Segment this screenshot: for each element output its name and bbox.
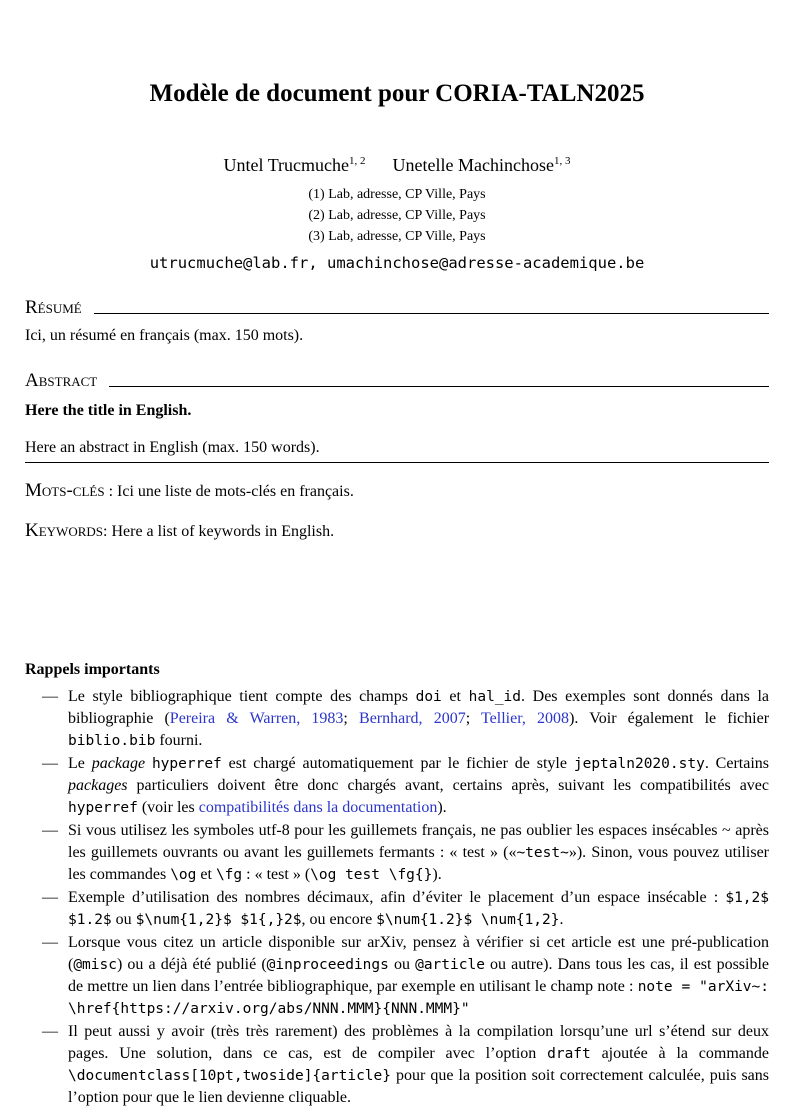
code-span: hyperref [151, 756, 222, 772]
resume-header [25, 297, 769, 319]
text-span: ; [343, 710, 360, 727]
author-superscript: 1, 2 [349, 155, 366, 167]
english-title: Here the title in English. [25, 402, 192, 419]
text-span: particuliers doivent être donc chargés avant, certains après, suivant les compatibilités avec [127, 777, 769, 794]
text-span: ). [437, 799, 447, 816]
text-span: ). [432, 866, 442, 883]
code-span: \og test \fg{} [310, 867, 433, 883]
text-span: ) ou a déjà été publié ( [116, 956, 267, 973]
text-span: Si vous utilisez les symboles utf-8 pour les guillemets français, ne pas oublier les espaces insécables ~ après les guillemets ouvrants ou avant les guillemets fermants : « test » (« [68, 822, 769, 861]
item-dash: — [42, 755, 58, 772]
hyperlink[interactable]: compatibilités dans la documentation [198, 799, 438, 816]
keywords-separator: : [103, 523, 112, 540]
text-span: ajoutée à la commande [590, 1045, 769, 1062]
text-span: ou [388, 956, 416, 973]
text-span: Exemple d’utilisation des nombres décimaux, afin d’éviter le placement d’un espace insécable : [68, 889, 726, 906]
text-span: Le [68, 755, 92, 772]
code-span: biblio.bib [68, 733, 156, 749]
author-emails: utrucmuche@lab.fr, umachinchose@adresse-academique.be [149, 254, 645, 272]
text-span [366, 155, 393, 175]
code-span: note = "arXiv~: \href{https://arxiv.org/abs/NNN.MMM}{NNN.MMM}" [68, 979, 770, 1017]
item-text [68, 889, 769, 928]
list-item [25, 932, 769, 1020]
list-item [25, 887, 769, 931]
item-text [68, 688, 769, 749]
affiliations-block [25, 184, 769, 247]
code-span: \og [170, 867, 197, 883]
authors-line [25, 153, 769, 177]
paper-title: Modèle de document pour CORIA-TALN2025 [149, 80, 645, 107]
list-item [25, 686, 769, 752]
item-dash: — [42, 889, 58, 906]
keywords-text: Here a list of keywords in English. [111, 523, 335, 540]
horizontal-rule [94, 313, 769, 314]
resume-text: Ici, un résumé en français (max. 150 mots). [25, 327, 304, 344]
text-span: et [441, 688, 469, 705]
code-span: jeptaln2020.sty [573, 756, 705, 772]
code-span: \documentclass[10pt,twoside]{article} [68, 1068, 392, 1084]
text-span: . Des exemples sont donnés dans la bibliographie ( [68, 688, 770, 727]
rappels-heading: Rappels importants [25, 661, 160, 678]
text-span: (voir les [137, 799, 199, 816]
hyperlink[interactable]: Tellier, 2008 [481, 710, 570, 727]
text-span: Untel Trucmuche [223, 155, 350, 175]
code-span: \fg [215, 867, 243, 883]
code-span: $\num{1.2}$ \num{1,2} [376, 912, 560, 928]
code-span: draft [547, 1046, 591, 1062]
horizontal-rule [109, 386, 769, 387]
item-dash: — [42, 934, 58, 951]
text-span: Unetelle Machinchose [392, 155, 554, 175]
resume-label: Résumé [25, 297, 82, 318]
text-span: . [559, 911, 564, 928]
item-dash: — [42, 822, 58, 839]
code-span: ~test~ [516, 845, 569, 861]
text-span: pour que la position soit correctement calculée, puis sans l’option pour que le lien devienne cliquable. [68, 1067, 769, 1106]
code-span: hyperref [68, 800, 138, 816]
mots-cles-separator: : [104, 483, 118, 500]
code-span: @misc [73, 957, 117, 973]
text-span: packages [68, 777, 128, 794]
affiliation-line-1: (1) Lab, adresse, CP Ville, Pays [308, 187, 486, 202]
code-span: @article [415, 957, 485, 973]
horizontal-rule [25, 462, 769, 463]
list-item [25, 820, 769, 886]
item-text [68, 1023, 769, 1106]
abstract-text: Here an abstract in English (max. 150 words). [25, 439, 320, 456]
code-span: @inproceedings [266, 957, 389, 973]
list-item [25, 753, 769, 819]
text-span: ; [465, 710, 482, 727]
abstract-label: Abstract [25, 370, 98, 391]
author-superscript: 1, 3 [553, 155, 571, 167]
text-span: ou autre). Dans tous les cas, il est possible de mettre un lien dans l’entrée bibliographique, par exemple en utilisant le champ note : [68, 956, 770, 995]
code-span: $1,2$ $1.2$ [68, 890, 769, 928]
text-span: ). Voir également le fichier [569, 710, 770, 727]
text-span: Lorsque vous citez un article disponible sur arXiv, pensez à vérifier si cet article est une pré-publication ( [68, 934, 769, 973]
text-span: . Certains [704, 755, 770, 772]
code-span: $\num{1,2}$ $1{,}2$ [135, 912, 302, 928]
text-span: ou [111, 911, 136, 928]
rappels-list [25, 686, 769, 1109]
keywords-line [25, 520, 769, 543]
code-span: doi [415, 689, 442, 705]
text-span: : « test » ( [242, 866, 311, 883]
text-span: Il peut aussi y avoir (très très rarement) des problèmes à la compilation lorsqu’une url s’étend sur deux pages. Une solution, dans ce cas, est de compiler avec l’option [68, 1023, 769, 1062]
text-span: package [91, 755, 146, 772]
abstract-section [25, 370, 769, 463]
keywords-label: Keywords [25, 520, 103, 541]
text-span: est chargé automatiquement par le fichier de style [221, 755, 574, 772]
hyperlink[interactable]: Pereira & Warren, 1983 [169, 710, 344, 727]
resume-section [25, 297, 769, 347]
affiliation-line-3: (3) Lab, adresse, CP Ville, Pays [308, 229, 486, 244]
text-span: fourni. [155, 732, 203, 749]
hyperlink[interactable]: Bernhard, 2007 [359, 710, 466, 727]
item-dash: — [42, 688, 58, 705]
mots-cles-text: Ici une liste de mots-clés en français. [117, 483, 354, 500]
abstract-header [25, 370, 769, 392]
text-span: Le style bibliographique tient compte des champs [68, 688, 416, 705]
code-span: hal_id [468, 689, 522, 705]
rappels-section [25, 659, 769, 1109]
text-span: »). Sinon, vous pouvez utiliser les commandes [68, 844, 770, 883]
item-text [68, 822, 769, 883]
item-text [68, 755, 769, 816]
text-span: , ou encore [301, 911, 377, 928]
mots-cles-label: Mots-clés [25, 480, 105, 501]
affiliation-line-2: (2) Lab, adresse, CP Ville, Pays [308, 208, 486, 223]
list-item [25, 1021, 769, 1109]
mots-cles-line [25, 480, 769, 503]
item-text [68, 934, 769, 1017]
text-span: et [196, 866, 216, 883]
item-dash: — [42, 1023, 58, 1040]
text-span [145, 755, 152, 772]
